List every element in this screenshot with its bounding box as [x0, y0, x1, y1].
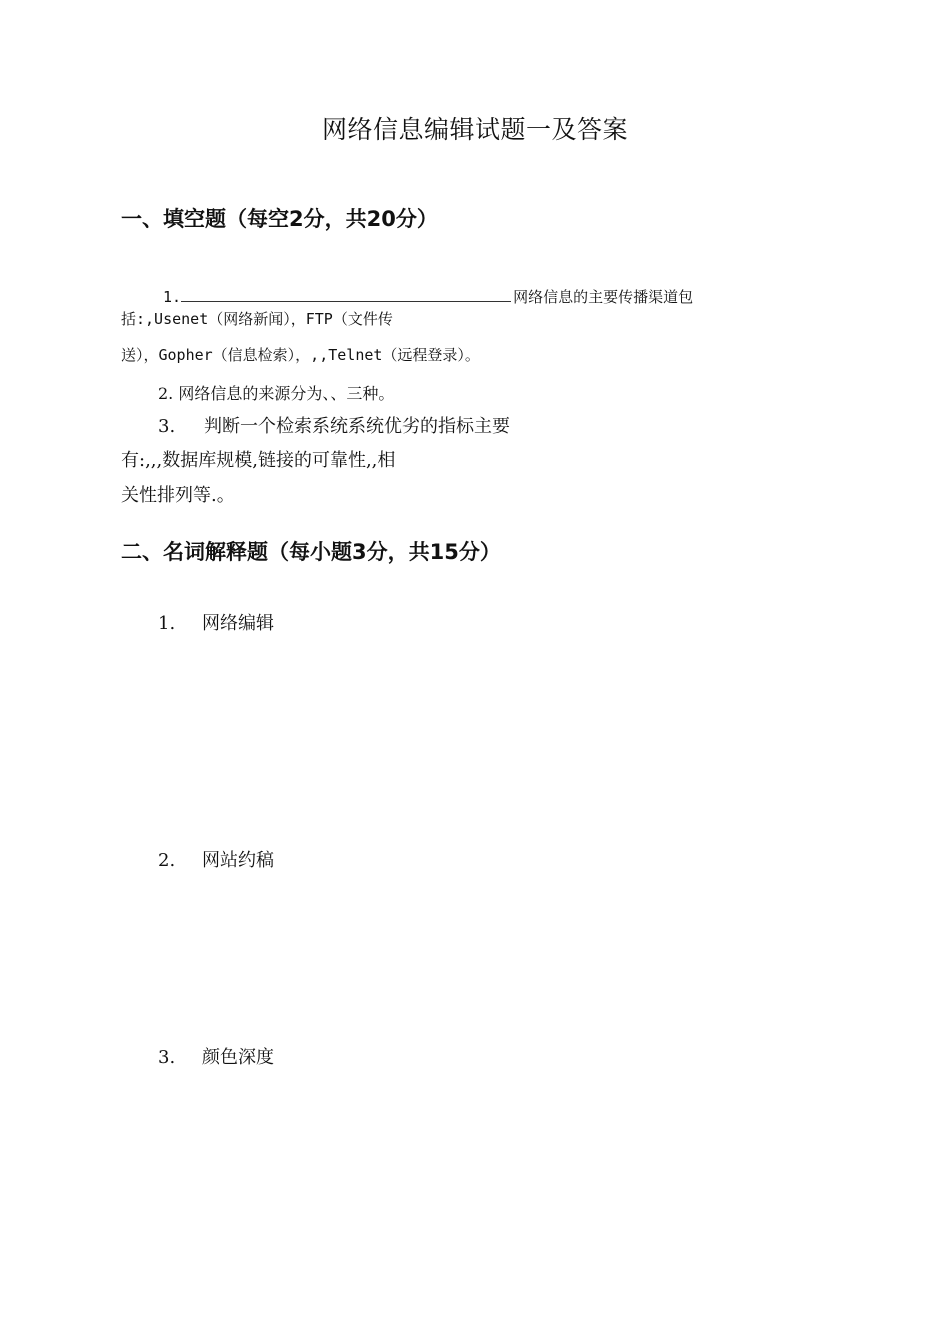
- q1-line3: 送），Gopher（信息检索），,,Telnet（远程登录）。: [121, 346, 480, 364]
- q1-line2: 括:,Usenet（网络新闻），FTP（文件传: [121, 310, 393, 328]
- q1-line1: [163, 286, 693, 307]
- section1-heading: 一、填空题（每空2分，共20分）: [121, 207, 438, 231]
- q3-line1-text: 判断一个检索系统系统优劣的指标主要: [204, 416, 510, 437]
- term-label: 网络编辑: [202, 613, 274, 634]
- q1-number: 1.: [163, 288, 182, 306]
- q3-line1: [158, 412, 510, 438]
- q3-number: 3.: [158, 416, 176, 437]
- term-number: 1.: [158, 613, 176, 634]
- term-item-3: [158, 1043, 274, 1069]
- document-title: 网络信息编辑试题一及答案: [321, 115, 628, 144]
- term-label: 网站约稿: [202, 850, 274, 871]
- section2-heading: 二、名词解释题（每小题3分，共15分）: [121, 540, 501, 564]
- q1-answer-blank: [181, 287, 511, 302]
- term-label: 颜色深度: [202, 1047, 274, 1068]
- q3-line2: 有:,,,数据库规模,链接的可靠性,,相: [121, 450, 396, 471]
- term-number: 3.: [158, 1047, 176, 1068]
- q3-line3: 关性排列等.。: [121, 485, 235, 506]
- term-item-2: [158, 846, 274, 872]
- term-number: 2.: [158, 850, 176, 871]
- q1-line1-text: 网络信息的主要传播渠道包: [513, 288, 694, 306]
- q2-text: 2. 网络信息的来源分为、、三种。: [158, 384, 395, 403]
- term-item-1: [158, 609, 274, 635]
